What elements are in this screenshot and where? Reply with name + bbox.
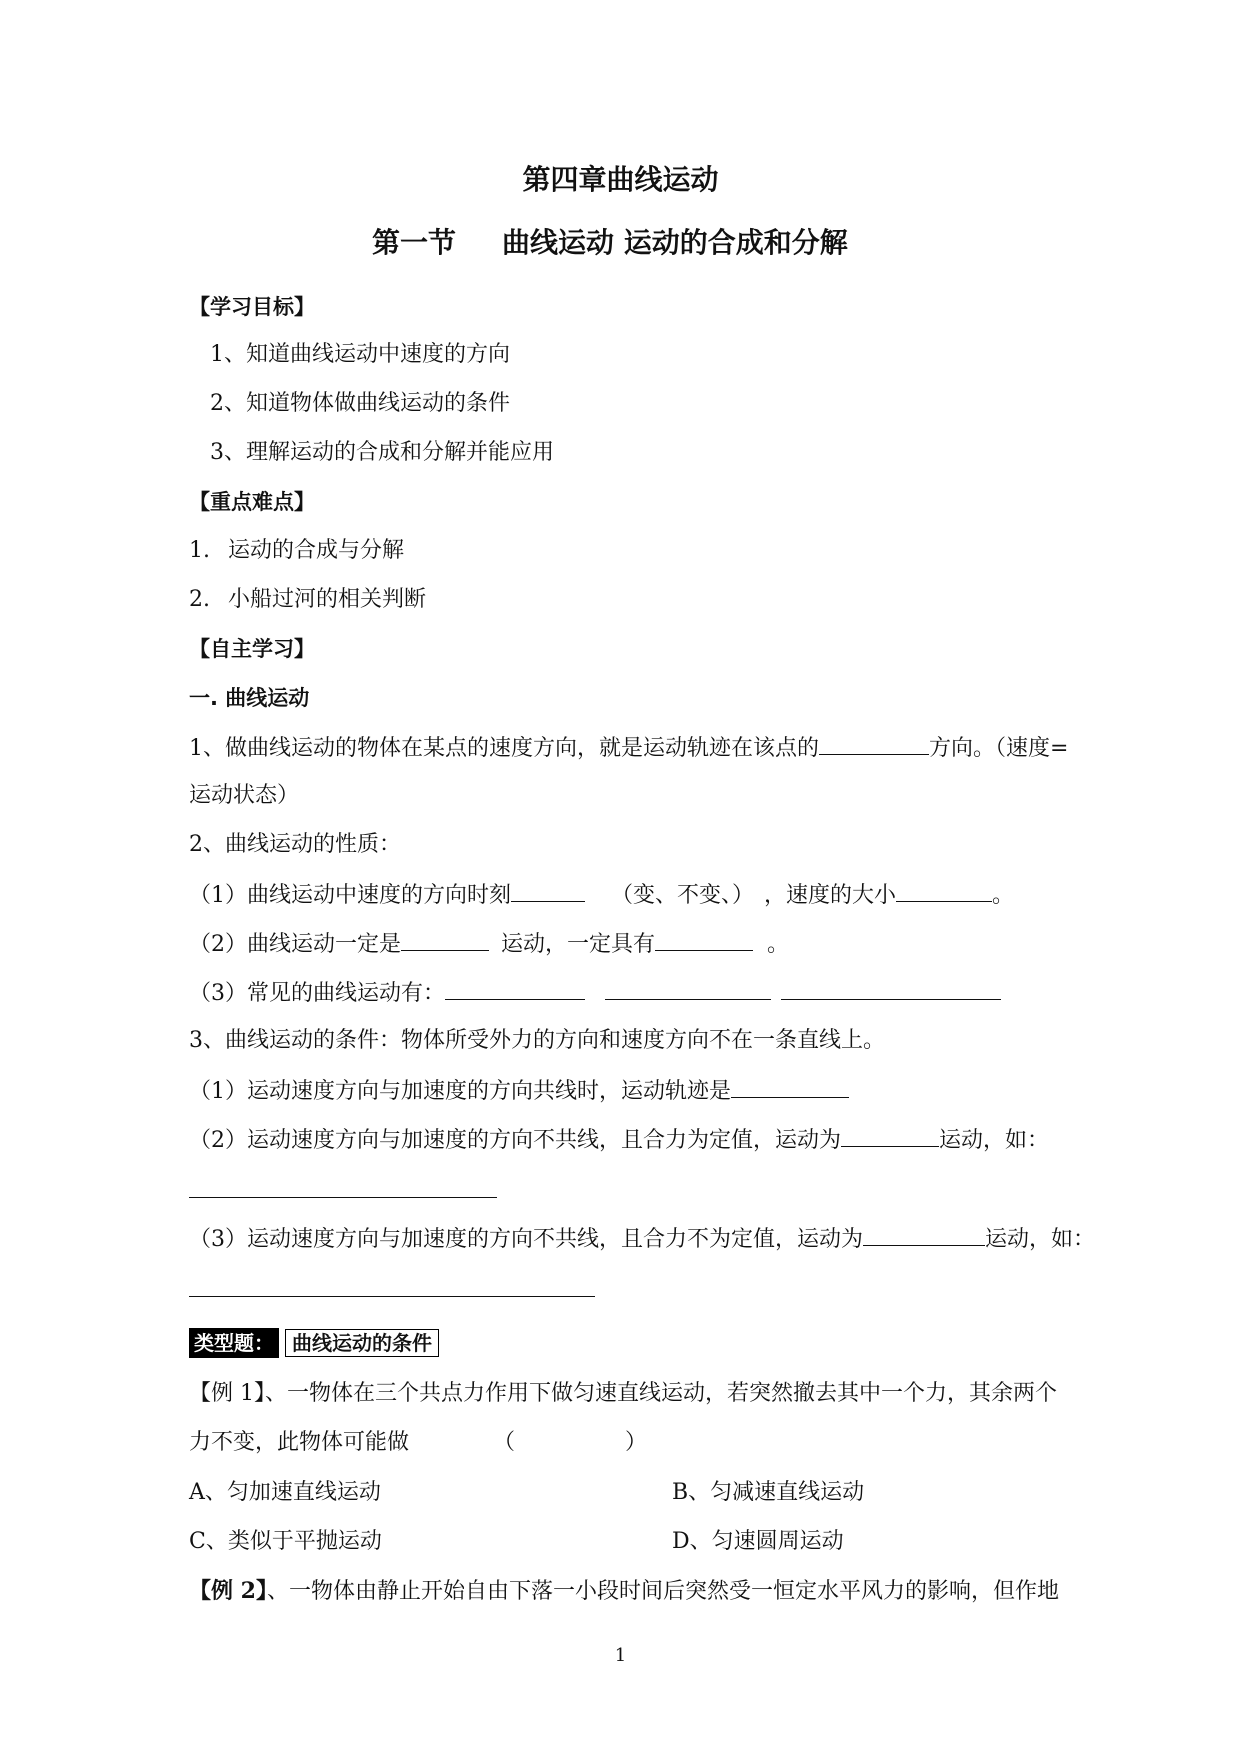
key-point-text: 运动的合成与分解 — [228, 538, 405, 563]
question-text: （3）常见的曲线运动有： — [189, 981, 445, 1006]
key-points-heading: 【重点难点】 — [189, 490, 315, 514]
example-label: 【例 2】 — [189, 1578, 267, 1604]
option-a[interactable]: A、匀加速直线运动 — [189, 1480, 381, 1505]
question-2-3 — [189, 977, 1001, 1009]
question-text: 。 — [992, 883, 1015, 908]
example-text: 、一物体由静止开始自由下落一小段时间后突然受一恒定水平风力的影响，但作地 — [266, 1579, 1059, 1604]
goal-item: 3、理解运动的合成和分解并能应用 — [210, 440, 554, 465]
goals-heading: 【学习目标】 — [189, 295, 315, 319]
answer-blank[interactable] — [731, 1075, 849, 1098]
answer-blank[interactable] — [655, 928, 753, 951]
question-text: （2）曲线运动一定是 — [189, 932, 401, 957]
key-point-text: 小船过河的相关判断 — [228, 587, 427, 612]
answer-blank[interactable] — [605, 977, 771, 1000]
example-1-continued — [189, 1428, 647, 1458]
goal-item: 2、知道物体做曲线运动的条件 — [210, 391, 510, 416]
option-c[interactable]: C、类似于平抛运动 — [189, 1529, 382, 1554]
question-2-1 — [189, 879, 1014, 911]
option-b[interactable]: B、匀减速直线运动 — [672, 1480, 865, 1505]
example-1 — [189, 1379, 1057, 1409]
question-text: 。 — [767, 932, 790, 957]
question-text: ，速度的大小 — [764, 883, 897, 908]
example-text: 、一物体在三个共点力作用下做匀速直线运动，若突然撤去其中一个力，其余两个 — [265, 1381, 1058, 1406]
question-1-continued: 运动状态） — [189, 783, 300, 808]
question-text: （3）运动速度方向与加速度的方向不共线，且合力不为定值，运动为 — [189, 1227, 863, 1252]
option-d[interactable]: D、匀速圆周运动 — [672, 1529, 844, 1554]
answer-blank[interactable] — [841, 1124, 939, 1147]
question-text: （1）运动速度方向与加速度的方向共线时，运动轨迹是 — [189, 1079, 731, 1104]
goal-item: 1、知道曲线运动中速度的方向 — [210, 342, 510, 367]
question-1 — [189, 732, 1068, 764]
question-text: 运动，一定具有 — [501, 932, 656, 957]
page-number: 1 — [614, 1645, 627, 1666]
question-text: 运动，如： — [985, 1227, 1096, 1252]
answer-blank[interactable] — [511, 879, 585, 902]
section-name: 曲线运动 运动的合成和分解 — [502, 226, 848, 259]
answer-blank[interactable] — [819, 732, 929, 755]
question-3: 3、曲线运动的条件：物体所受外力的方向和速度方向不在一条直线上。 — [189, 1028, 885, 1053]
example-text: 力不变，此物体可能做 — [189, 1430, 410, 1455]
key-point-number: 1. — [189, 538, 210, 563]
key-point-item — [189, 536, 404, 566]
self-study-heading: 【自主学习】 — [189, 637, 315, 661]
answer-blank[interactable] — [781, 977, 1001, 1000]
key-point-item — [189, 585, 426, 615]
type-question-tag: 类型题： — [189, 1328, 279, 1358]
question-text: 1、做曲线运动的物体在某点的速度方向，就是运动轨迹在该点的 — [189, 736, 819, 761]
type-question-header — [189, 1328, 439, 1359]
answer-paren-close: ） — [625, 1430, 648, 1455]
answer-line[interactable] — [189, 1296, 595, 1297]
question-text: （2）运动速度方向与加速度的方向不共线，且合力为定值，运动为 — [189, 1128, 841, 1153]
question-text: 方向。（速度= — [929, 736, 1069, 761]
question-text: （变、不变、） — [611, 883, 755, 908]
question-text: （1）曲线运动中速度的方向时刻 — [189, 883, 511, 908]
question-text: 运动，如： — [939, 1128, 1050, 1153]
question-2: 2、曲线运动的性质： — [189, 832, 401, 857]
answer-line[interactable] — [189, 1197, 497, 1198]
answer-blank[interactable] — [896, 879, 992, 902]
curve-motion-subheading: 一. 曲线运动 — [189, 686, 310, 710]
section-title — [372, 228, 848, 258]
key-point-number: 2. — [189, 587, 210, 612]
question-3-1 — [189, 1075, 849, 1107]
answer-blank[interactable] — [401, 928, 489, 951]
example-2 — [189, 1576, 1059, 1607]
question-3-2 — [189, 1124, 1049, 1156]
type-question-topic: 曲线运动的条件 — [285, 1329, 439, 1357]
example-label: 【例 1】 — [189, 1381, 265, 1406]
answer-blank[interactable] — [445, 977, 585, 1000]
section-number: 第一节 — [372, 226, 457, 259]
answer-blank[interactable] — [863, 1223, 985, 1246]
question-3-3 — [189, 1223, 1095, 1255]
question-2-2 — [189, 928, 789, 960]
chapter-title: 第四章曲线运动 — [522, 163, 719, 196]
answer-paren-open: （ — [493, 1430, 516, 1455]
